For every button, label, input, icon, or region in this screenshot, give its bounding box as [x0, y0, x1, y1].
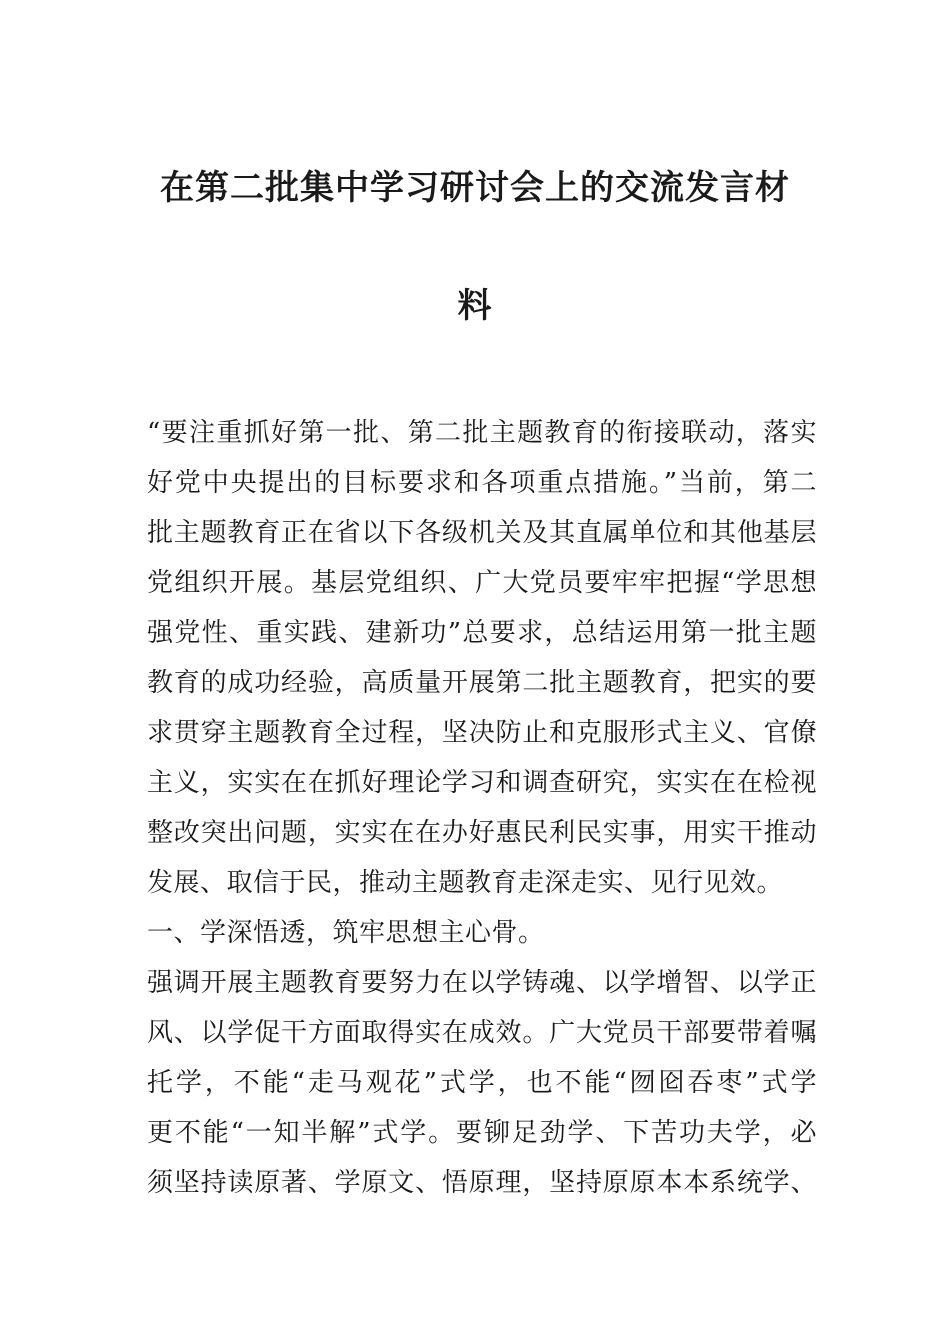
section-heading: 一、学深悟透，筑牢思想主心骨。: [147, 918, 545, 948]
body-line: 发展、取信于民，推动主题教育走深走实、见行见效。: [147, 868, 784, 898]
body-line: 整改突出问题，实实在在办好惠民利民实事，用实干推动: [147, 818, 817, 848]
body-line: 须坚持读原著、学原文、悟原理，坚持原原本本系统学、: [147, 1168, 817, 1198]
body-line: 强调开展主题教育要努力在以学铸魂、以学增智、以学正: [147, 968, 817, 998]
body-line: 党组织开展。基层党组织、广大党员要牢牢把握“学思想: [147, 568, 817, 598]
body-line: “要注重抓好第一批、第二批主题教育的衔接联动，落实: [147, 418, 817, 448]
body-line: 批主题教育正在省以下各级机关及其直属单位和其他基层: [147, 518, 817, 548]
body-line: 求贯穿主题教育全过程，坚决防止和克服形式主义、官僚: [147, 718, 817, 748]
body-line: 更不能“一知半解”式学。要铆足劲学、下苦功夫学，必: [147, 1118, 817, 1148]
document-title-line-1: 在第二批集中学习研讨会上的交流发言材: [160, 168, 790, 208]
body-line: 教育的成功经验，高质量开展第二批主题教育，把实的要: [147, 668, 817, 698]
document-title-line-2: 料: [457, 286, 493, 326]
body-line: 托学，不能“走马观花”式学，也不能“囫囵吞枣”式学: [147, 1068, 817, 1098]
body-line: 主义，实实在在抓好理论学习和调查研究，实实在在检视: [147, 768, 817, 798]
body-line: 强党性、重实践、建新功”总要求，总结运用第一批主题: [147, 618, 817, 648]
document-body: [147, 408, 817, 1208]
body-line: 好党中央提出的目标要求和各项重点措施。”当前，第二: [147, 468, 817, 498]
body-line: 风、以学促干方面取得实在成效。广大党员干部要带着嘱: [147, 1018, 817, 1048]
